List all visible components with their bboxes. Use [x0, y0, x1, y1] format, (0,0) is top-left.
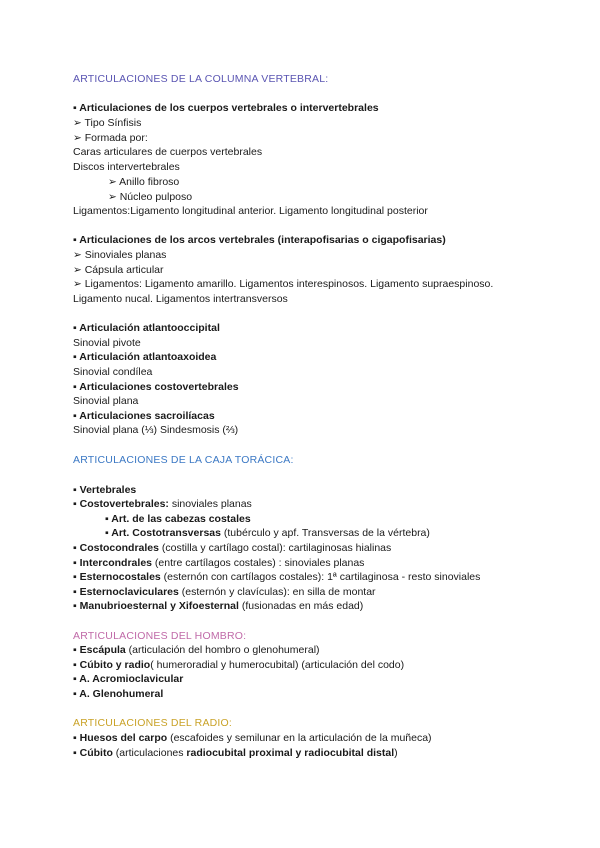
- text-line: ➢ Núcleo pulposo: [108, 191, 193, 203]
- text-line: ➢ Cápsula articular: [73, 264, 164, 276]
- list-item: ▪ Art. de las cabezas costales: [105, 513, 251, 525]
- text-line: Ligamento nucal. Ligamentos intertransversos: [73, 293, 288, 305]
- text-line: ➢ Formada por:: [73, 132, 148, 144]
- heading-hombro: ARTICULACIONES DEL HOMBRO:: [73, 630, 247, 642]
- text-line: ➢ Ligamentos: Ligamento amarillo. Ligamentos interespinosos. Ligamento supraespinoso.: [73, 278, 494, 290]
- section-title-arcos-vertebrales: ▪ Articulaciones de los arcos vertebrales (interapofisarias o cigapofisarias): [73, 234, 446, 246]
- text-line: Discos intervertebrales: [73, 161, 180, 173]
- heading-radio: ARTICULACIONES DEL RADIO:: [73, 717, 233, 729]
- text-line: ➢ Anillo fibroso: [108, 176, 180, 188]
- text-line: Ligamentos:Ligamento longitudinal anterior. Ligamento longitudinal posterior: [73, 205, 428, 217]
- section-title-costovertebrales: ▪ Articulaciones costovertebrales: [73, 381, 239, 393]
- list-item: ▪ Esternoclaviculares (esternón y clavículas): en silla de montar: [73, 586, 376, 598]
- text-line: Sinovial plana (⅓) Sindesmosis (⅔): [73, 424, 239, 436]
- heading-caja-toracica: ARTICULACIONES DE LA CAJA TORÁCICA:: [73, 454, 294, 466]
- list-item: ▪ Cúbito y radio( humeroradial y humerocubital) (articulación del codo): [73, 659, 405, 671]
- list-item: ▪ Intercondrales (entre cartílagos costales) : sinoviales planas: [73, 557, 365, 569]
- list-item: ▪ Costocondrales (costilla y cartílago costal): cartilaginosas hialinas: [73, 542, 392, 554]
- list-item: ▪ Cúbito (articulaciones radiocubital proximal y radiocubital distal): [73, 747, 398, 759]
- text-line: Caras articulares de cuerpos vertebrales: [73, 146, 263, 158]
- list-item: ▪ Huesos del carpo (escafoides y semilunar en la articulación de la muñeca): [73, 732, 432, 744]
- list-item: ▪ Esternocostales (esternón con cartílagos costales): 1ª cartilaginosa - resto sinoviales: [73, 571, 481, 583]
- text-line: Sinovial condílea: [73, 366, 153, 378]
- text-line: Sinovial plana: [73, 395, 139, 407]
- list-item: ▪ Costovertebrales: sinoviales planas: [73, 498, 252, 510]
- list-item: ▪ Escápula (articulación del hombro o glenohumeral): [73, 644, 320, 656]
- section-title-sacroiliacas: ▪ Articulaciones sacroilíacas: [73, 410, 215, 422]
- list-item: ▪ Vertebrales: [73, 484, 137, 496]
- list-item: ▪ Manubrioesternal y Xifoesternal (fusionadas en más edad): [73, 600, 364, 612]
- text-line: ➢ Tipo Sínfisis: [73, 117, 142, 129]
- text-line: ➢ Sinoviales planas: [73, 249, 167, 261]
- list-item: ▪ A. Glenohumeral: [73, 688, 164, 700]
- section-title-atlantoaxoidea: ▪ Articulación atlantoaxoidea: [73, 351, 217, 363]
- heading-columna-vertebral: ARTICULACIONES DE LA COLUMNA VERTEBRAL:: [73, 73, 329, 85]
- list-item: ▪ Art. Costotransversas (tubérculo y apf. Transversas de la vértebra): [105, 527, 430, 539]
- text-line: Sinovial pivote: [73, 337, 141, 349]
- section-title-atlantooccipital: ▪ Articulación atlantooccipital: [73, 322, 220, 334]
- list-item: ▪ A. Acromioclavicular: [73, 673, 184, 685]
- section-title-intervertebrales: ▪ Articulaciones de los cuerpos vertebrales o intervertebrales: [73, 102, 379, 114]
